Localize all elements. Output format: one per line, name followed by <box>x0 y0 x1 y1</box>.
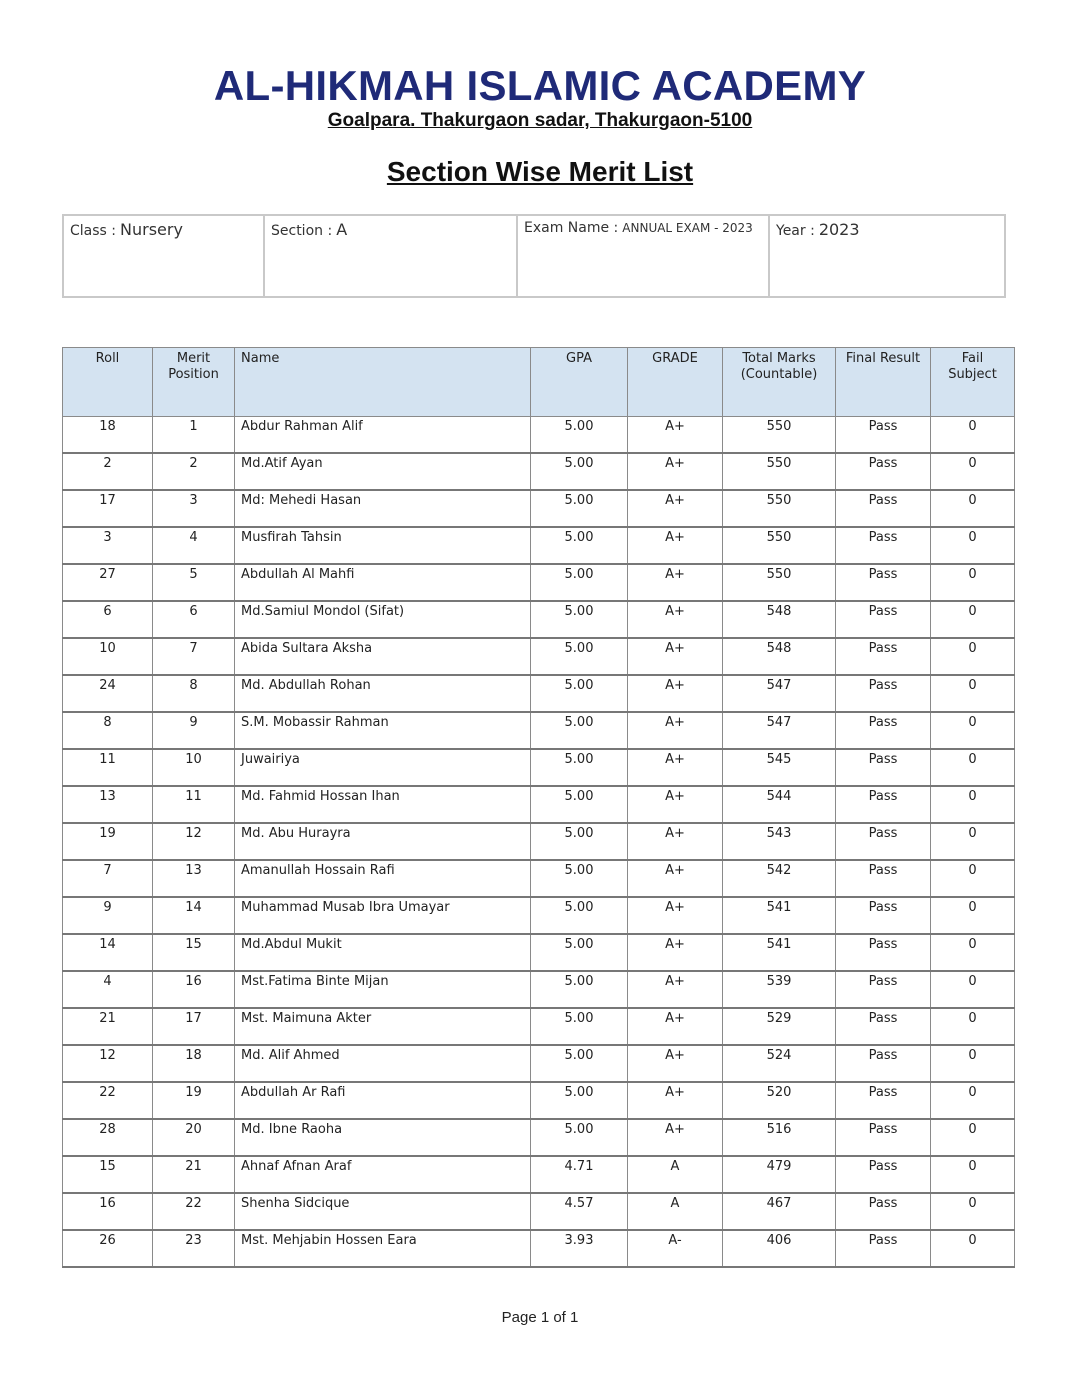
grade-cell: A+ <box>628 453 723 490</box>
merit-position-cell: 9 <box>153 712 235 749</box>
roll-cell: 2 <box>63 453 153 490</box>
grade-cell: A+ <box>628 601 723 638</box>
name-cell: Amanullah Hossain Rafi <box>235 860 531 897</box>
school-name: AL-HIKMAH ISLAMIC ACADEMY <box>213 62 867 109</box>
table-row <box>63 1193 1015 1230</box>
final-result-cell: Pass <box>836 675 931 712</box>
gpa-cell: 5.00 <box>531 749 628 786</box>
exam-label: Exam Name : <box>524 220 619 236</box>
fail-subject-cell: 0 <box>931 1119 1015 1156</box>
name-cell: Md. Fahmid Hossan Ihan <box>235 786 531 823</box>
total-marks-cell: 516 <box>723 1119 836 1156</box>
fail-subject-cell: 0 <box>931 1156 1015 1193</box>
total-marks-cell: 545 <box>723 749 836 786</box>
roll-cell: 11 <box>63 749 153 786</box>
final-result-cell: Pass <box>836 934 931 971</box>
exam-value: ANNUAL EXAM - 2023 <box>622 221 753 235</box>
table-row <box>63 490 1015 527</box>
merit-position-cell: 3 <box>153 490 235 527</box>
fail-subject-cell: 0 <box>931 712 1015 749</box>
gpa-cell: 5.00 <box>531 823 628 860</box>
page-number: Page 1 of 1 <box>501 1309 579 1326</box>
merit-position-cell: 14 <box>153 897 235 934</box>
total-marks-cell: 550 <box>723 527 836 564</box>
name-cell: Abdur Rahman Alif <box>235 417 531 454</box>
total-marks-cell: 550 <box>723 417 836 454</box>
name-cell: Md. Ibne Raoha <box>235 1119 531 1156</box>
name-cell: Md.Samiul Mondol (Sifat) <box>235 601 531 638</box>
gpa-cell: 5.00 <box>531 1082 628 1119</box>
table-row <box>63 786 1015 823</box>
merit-position-cell: 19 <box>153 1082 235 1119</box>
total-marks-cell: 547 <box>723 712 836 749</box>
grade-cell: A+ <box>628 675 723 712</box>
name-cell: Md. Abdullah Rohan <box>235 675 531 712</box>
total-marks-cell: 524 <box>723 1045 836 1082</box>
table-row <box>63 638 1015 675</box>
merit-table <box>62 347 1015 1268</box>
column-header-grade: GRADE <box>628 348 723 417</box>
fail-subject-cell: 0 <box>931 564 1015 601</box>
page-title: Section Wise Merit List <box>386 156 694 187</box>
gpa-cell: 5.00 <box>531 897 628 934</box>
table-row <box>63 1230 1015 1267</box>
exam-info-box <box>62 214 1006 298</box>
gpa-cell: 5.00 <box>531 417 628 454</box>
name-cell: Abdullah Ar Rafi <box>235 1082 531 1119</box>
name-cell: Md. Abu Hurayra <box>235 823 531 860</box>
roll-cell: 18 <box>63 417 153 454</box>
exam-info <box>518 216 770 296</box>
year-label: Year : <box>776 223 815 239</box>
fail-subject-cell: 0 <box>931 453 1015 490</box>
table-row <box>63 1045 1015 1082</box>
total-marks-cell: 548 <box>723 638 836 675</box>
merit-position-cell: 21 <box>153 1156 235 1193</box>
fail-subject-cell: 0 <box>931 490 1015 527</box>
table-row <box>63 1082 1015 1119</box>
name-cell: Mst. Maimuna Akter <box>235 1008 531 1045</box>
table-row <box>63 712 1015 749</box>
merit-position-cell: 6 <box>153 601 235 638</box>
class-info <box>64 216 265 296</box>
grade-cell: A+ <box>628 749 723 786</box>
gpa-cell: 5.00 <box>531 1045 628 1082</box>
final-result-cell: Pass <box>836 712 931 749</box>
total-marks-cell: 547 <box>723 675 836 712</box>
final-result-cell: Pass <box>836 638 931 675</box>
column-header-total-marks: Total Marks (Countable) <box>723 348 836 417</box>
grade-cell: A+ <box>628 527 723 564</box>
column-header-gpa: GPA <box>531 348 628 417</box>
final-result-cell: Pass <box>836 1230 931 1267</box>
fail-subject-cell: 0 <box>931 1008 1015 1045</box>
merit-position-cell: 8 <box>153 675 235 712</box>
gpa-cell: 5.00 <box>531 675 628 712</box>
gpa-cell: 5.00 <box>531 934 628 971</box>
final-result-cell: Pass <box>836 1082 931 1119</box>
gpa-cell: 5.00 <box>531 860 628 897</box>
table-row <box>63 675 1015 712</box>
final-result-cell: Pass <box>836 786 931 823</box>
merit-position-cell: 13 <box>153 860 235 897</box>
table-row <box>63 934 1015 971</box>
total-marks-cell: 542 <box>723 860 836 897</box>
roll-cell: 6 <box>63 601 153 638</box>
total-marks-cell: 550 <box>723 453 836 490</box>
grade-cell: A+ <box>628 897 723 934</box>
grade-cell: A <box>628 1193 723 1230</box>
grade-cell: A+ <box>628 638 723 675</box>
fail-subject-cell: 0 <box>931 1230 1015 1267</box>
roll-cell: 21 <box>63 1008 153 1045</box>
column-header-roll: Roll <box>63 348 153 417</box>
total-marks-cell: 550 <box>723 564 836 601</box>
name-cell: Juwairiya <box>235 749 531 786</box>
roll-cell: 7 <box>63 860 153 897</box>
final-result-cell: Pass <box>836 897 931 934</box>
fail-subject-cell: 0 <box>931 749 1015 786</box>
merit-position-cell: 1 <box>153 417 235 454</box>
gpa-cell: 3.93 <box>531 1230 628 1267</box>
merit-position-cell: 22 <box>153 1193 235 1230</box>
grade-cell: A+ <box>628 1119 723 1156</box>
name-cell: Ahnaf Afnan Araf <box>235 1156 531 1193</box>
table-row <box>63 897 1015 934</box>
table-row <box>63 601 1015 638</box>
fail-subject-cell: 0 <box>931 638 1015 675</box>
total-marks-cell: 543 <box>723 823 836 860</box>
final-result-cell: Pass <box>836 971 931 1008</box>
grade-cell: A <box>628 1156 723 1193</box>
total-marks-cell: 550 <box>723 490 836 527</box>
final-result-cell: Pass <box>836 527 931 564</box>
grade-cell: A+ <box>628 1082 723 1119</box>
grade-cell: A+ <box>628 712 723 749</box>
final-result-cell: Pass <box>836 1156 931 1193</box>
merit-position-cell: 12 <box>153 823 235 860</box>
fail-subject-cell: 0 <box>931 417 1015 454</box>
section-label: Section : <box>271 223 333 239</box>
merit-position-cell: 20 <box>153 1119 235 1156</box>
merit-position-cell: 23 <box>153 1230 235 1267</box>
table-row <box>63 1008 1015 1045</box>
merit-table-body <box>63 417 1015 1268</box>
section-info <box>265 216 518 296</box>
total-marks-cell: 544 <box>723 786 836 823</box>
fail-subject-cell: 0 <box>931 601 1015 638</box>
school-address: Goalpara. Thakurgaon sadar, Thakurgaon-5100 <box>327 110 753 131</box>
merit-position-cell: 4 <box>153 527 235 564</box>
merit-position-cell: 17 <box>153 1008 235 1045</box>
gpa-cell: 5.00 <box>531 1008 628 1045</box>
final-result-cell: Pass <box>836 749 931 786</box>
roll-cell: 28 <box>63 1119 153 1156</box>
roll-cell: 9 <box>63 897 153 934</box>
fail-subject-cell: 0 <box>931 1082 1015 1119</box>
gpa-cell: 5.00 <box>531 490 628 527</box>
grade-cell: A- <box>628 1230 723 1267</box>
roll-cell: 17 <box>63 490 153 527</box>
name-cell: Muhammad Musab Ibra Umayar <box>235 897 531 934</box>
year-info <box>770 216 1004 296</box>
name-cell: Shenha Sidcique <box>235 1193 531 1230</box>
final-result-cell: Pass <box>836 823 931 860</box>
name-cell: Abida Sultara Aksha <box>235 638 531 675</box>
final-result-cell: Pass <box>836 1119 931 1156</box>
name-cell: Md.Atif Ayan <box>235 453 531 490</box>
roll-cell: 22 <box>63 1082 153 1119</box>
gpa-cell: 5.00 <box>531 564 628 601</box>
table-row <box>63 453 1015 490</box>
roll-cell: 12 <box>63 1045 153 1082</box>
merit-position-cell: 18 <box>153 1045 235 1082</box>
name-cell: Mst.Fatima Binte Mijan <box>235 971 531 1008</box>
total-marks-cell: 406 <box>723 1230 836 1267</box>
roll-cell: 4 <box>63 971 153 1008</box>
gpa-cell: 5.00 <box>531 638 628 675</box>
roll-cell: 26 <box>63 1230 153 1267</box>
roll-cell: 15 <box>63 1156 153 1193</box>
roll-cell: 14 <box>63 934 153 971</box>
fail-subject-cell: 0 <box>931 860 1015 897</box>
gpa-cell: 5.00 <box>531 712 628 749</box>
section-value: A <box>336 220 348 239</box>
grade-cell: A+ <box>628 490 723 527</box>
roll-cell: 19 <box>63 823 153 860</box>
name-cell: Abdullah Al Mahfi <box>235 564 531 601</box>
name-cell: S.M. Mobassir Rahman <box>235 712 531 749</box>
grade-cell: A+ <box>628 564 723 601</box>
class-label: Class : <box>70 223 116 239</box>
column-header-final-result: Final Result <box>836 348 931 417</box>
fail-subject-cell: 0 <box>931 823 1015 860</box>
grade-cell: A+ <box>628 1008 723 1045</box>
grade-cell: A+ <box>628 860 723 897</box>
fail-subject-cell: 0 <box>931 934 1015 971</box>
gpa-cell: 4.57 <box>531 1193 628 1230</box>
table-row <box>63 971 1015 1008</box>
fail-subject-cell: 0 <box>931 1193 1015 1230</box>
final-result-cell: Pass <box>836 1193 931 1230</box>
roll-cell: 27 <box>63 564 153 601</box>
merit-position-cell: 15 <box>153 934 235 971</box>
roll-cell: 3 <box>63 527 153 564</box>
table-row <box>63 417 1015 454</box>
gpa-cell: 5.00 <box>531 1119 628 1156</box>
merit-position-cell: 5 <box>153 564 235 601</box>
final-result-cell: Pass <box>836 417 931 454</box>
roll-cell: 24 <box>63 675 153 712</box>
fail-subject-cell: 0 <box>931 786 1015 823</box>
total-marks-cell: 541 <box>723 934 836 971</box>
fail-subject-cell: 0 <box>931 897 1015 934</box>
grade-cell: A+ <box>628 786 723 823</box>
class-value: Nursery <box>120 220 183 239</box>
year-value: 2023 <box>818 220 860 239</box>
roll-cell: 8 <box>63 712 153 749</box>
total-marks-cell: 529 <box>723 1008 836 1045</box>
roll-cell: 16 <box>63 1193 153 1230</box>
table-row <box>63 564 1015 601</box>
gpa-cell: 5.00 <box>531 971 628 1008</box>
total-marks-cell: 520 <box>723 1082 836 1119</box>
table-header-row <box>63 348 1015 417</box>
total-marks-cell: 541 <box>723 897 836 934</box>
table-row <box>63 1119 1015 1156</box>
column-header-merit-position: Merit Position <box>153 348 235 417</box>
final-result-cell: Pass <box>836 1045 931 1082</box>
merit-position-cell: 7 <box>153 638 235 675</box>
final-result-cell: Pass <box>836 490 931 527</box>
fail-subject-cell: 0 <box>931 1045 1015 1082</box>
table-row <box>63 749 1015 786</box>
merit-position-cell: 16 <box>153 971 235 1008</box>
name-cell: Md.Abdul Mukit <box>235 934 531 971</box>
fail-subject-cell: 0 <box>931 675 1015 712</box>
total-marks-cell: 479 <box>723 1156 836 1193</box>
final-result-cell: Pass <box>836 453 931 490</box>
total-marks-cell: 467 <box>723 1193 836 1230</box>
total-marks-cell: 548 <box>723 601 836 638</box>
grade-cell: A+ <box>628 934 723 971</box>
fail-subject-cell: 0 <box>931 971 1015 1008</box>
final-result-cell: Pass <box>836 1008 931 1045</box>
final-result-cell: Pass <box>836 564 931 601</box>
table-row <box>63 527 1015 564</box>
grade-cell: A+ <box>628 971 723 1008</box>
gpa-cell: 5.00 <box>531 601 628 638</box>
merit-position-cell: 11 <box>153 786 235 823</box>
name-cell: Md. Alif Ahmed <box>235 1045 531 1082</box>
table-row <box>63 823 1015 860</box>
gpa-cell: 5.00 <box>531 527 628 564</box>
grade-cell: A+ <box>628 823 723 860</box>
roll-cell: 13 <box>63 786 153 823</box>
name-cell: Musfirah Tahsin <box>235 527 531 564</box>
final-result-cell: Pass <box>836 860 931 897</box>
gpa-cell: 5.00 <box>531 453 628 490</box>
column-header-name: Name <box>235 348 531 417</box>
name-cell: Mst. Mehjabin Hossen Eara <box>235 1230 531 1267</box>
fail-subject-cell: 0 <box>931 527 1015 564</box>
final-result-cell: Pass <box>836 601 931 638</box>
name-cell: Md: Mehedi Hasan <box>235 490 531 527</box>
gpa-cell: 4.71 <box>531 1156 628 1193</box>
merit-position-cell: 10 <box>153 749 235 786</box>
merit-position-cell: 2 <box>153 453 235 490</box>
total-marks-cell: 539 <box>723 971 836 1008</box>
grade-cell: A+ <box>628 1045 723 1082</box>
column-header-fail-subject: Fail Subject <box>931 348 1015 417</box>
table-row <box>63 860 1015 897</box>
gpa-cell: 5.00 <box>531 786 628 823</box>
table-row <box>63 1156 1015 1193</box>
roll-cell: 10 <box>63 638 153 675</box>
grade-cell: A+ <box>628 417 723 454</box>
